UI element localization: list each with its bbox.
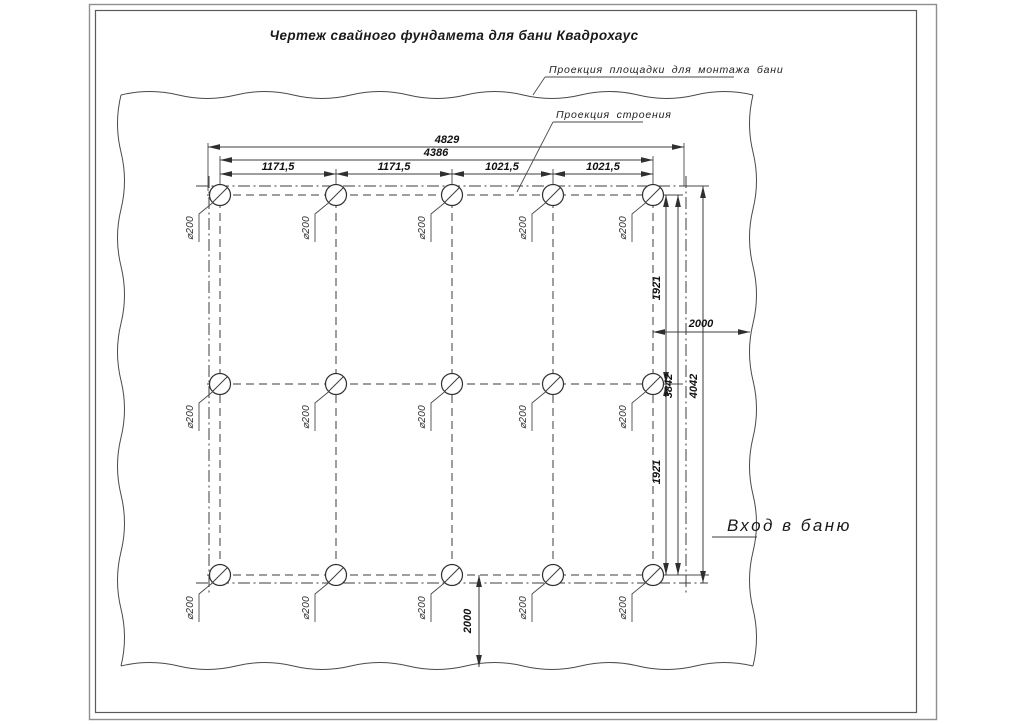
pile-marker [417,565,463,623]
dim-building-width-value: 4386 [423,147,449,159]
pile-diameter-label: ⌀200 [417,216,428,240]
extension-lines [208,143,709,575]
pile-diameter-label: ⌀200 [185,596,196,620]
pile-label-leader [199,203,213,243]
pile-diameter-label: ⌀200 [417,596,428,620]
dim-building-height-value: 3842 [663,373,675,399]
pile-label-leader [199,392,213,432]
dim-offset-right [653,318,750,332]
pile-marker [518,374,564,432]
pile-label-leader [532,392,546,432]
dim-overall-width [208,134,684,147]
dim-building-height [663,195,678,575]
pile-label-leader [315,583,329,623]
pile-marker [185,374,231,432]
page-title: Чертеж свайного фундамета для бани Квадрохаус [269,28,639,43]
pile-label-leader [632,203,646,243]
pile-label-leader [532,203,546,243]
dim-spacing-4: 1021,5 [586,161,620,173]
dim-building-width [220,147,653,160]
dim-overall-width-value: 4829 [434,134,460,146]
pile-diameter-label: ⌀200 [185,405,196,429]
pile-label-leader [431,583,445,623]
platform-label-group [533,64,784,95]
pile-label-leader [532,583,546,623]
platform-label-leader [533,77,545,95]
pile-marker [618,185,664,243]
platform-label: Проекция площадки для монтажа бани [549,64,784,76]
dim-pile-spacing-chain [220,161,653,174]
entrance-label: Вход в баню [727,516,852,535]
dim-offset-right-value: 2000 [688,318,714,330]
pile-marker [417,374,463,432]
building-label-leader [517,122,553,192]
dim-spacing-3: 1021,5 [485,161,519,173]
pile-grid-lines [207,187,661,581]
dim-spacing-1: 1171,5 [261,161,295,173]
pile-diameter-label: ⌀200 [417,405,428,429]
platform-edge-bottom [121,663,753,670]
pile-diameter-label: ⌀200 [618,405,629,429]
pile-marker [518,185,564,243]
pile-markers [185,185,664,623]
pile-marker [618,565,664,623]
dim-overall-height-value: 4042 [688,373,700,399]
dim-row-spacing-top [651,195,666,384]
dim-row-spacing-top-value: 1921 [651,275,663,301]
dim-offset-bottom-value: 2000 [462,608,474,634]
building-label-group [517,109,672,192]
pile-label-leader [199,583,213,623]
platform-edge-left [118,95,125,666]
platform-edge-right [750,95,757,666]
pile-label-leader [632,392,646,432]
dim-overall-height [688,186,703,583]
pile-marker [518,565,564,623]
dim-offset-bottom [462,575,479,667]
dim-row-spacing-bottom-value: 1921 [651,459,663,485]
pile-marker [301,374,347,432]
pile-label-leader [431,392,445,432]
dim-spacing-2: 1171,5 [377,161,411,173]
platform-edge-top [121,92,753,99]
pile-marker [618,374,664,432]
pile-label-leader [632,583,646,623]
pile-marker [185,565,231,623]
pile-diameter-label: ⌀200 [518,216,529,240]
sheet-border [90,5,937,720]
pile-diameter-label: ⌀200 [185,216,196,240]
pile-label-leader [315,203,329,243]
pile-diameter-label: ⌀200 [618,216,629,240]
pile-marker [185,185,231,243]
pile-label-leader [315,392,329,432]
pile-label-leader [431,203,445,243]
pile-marker [417,185,463,243]
pile-diameter-label: ⌀200 [618,596,629,620]
pile-diameter-label: ⌀200 [518,405,529,429]
pile-diameter-label: ⌀200 [301,596,312,620]
building-label: Проекция строения [556,109,672,121]
pile-marker [301,185,347,243]
entrance-label-group [712,516,852,537]
pile-diameter-label: ⌀200 [301,405,312,429]
pile-diameter-label: ⌀200 [301,216,312,240]
pile-diameter-label: ⌀200 [518,596,529,620]
pile-marker [301,565,347,623]
